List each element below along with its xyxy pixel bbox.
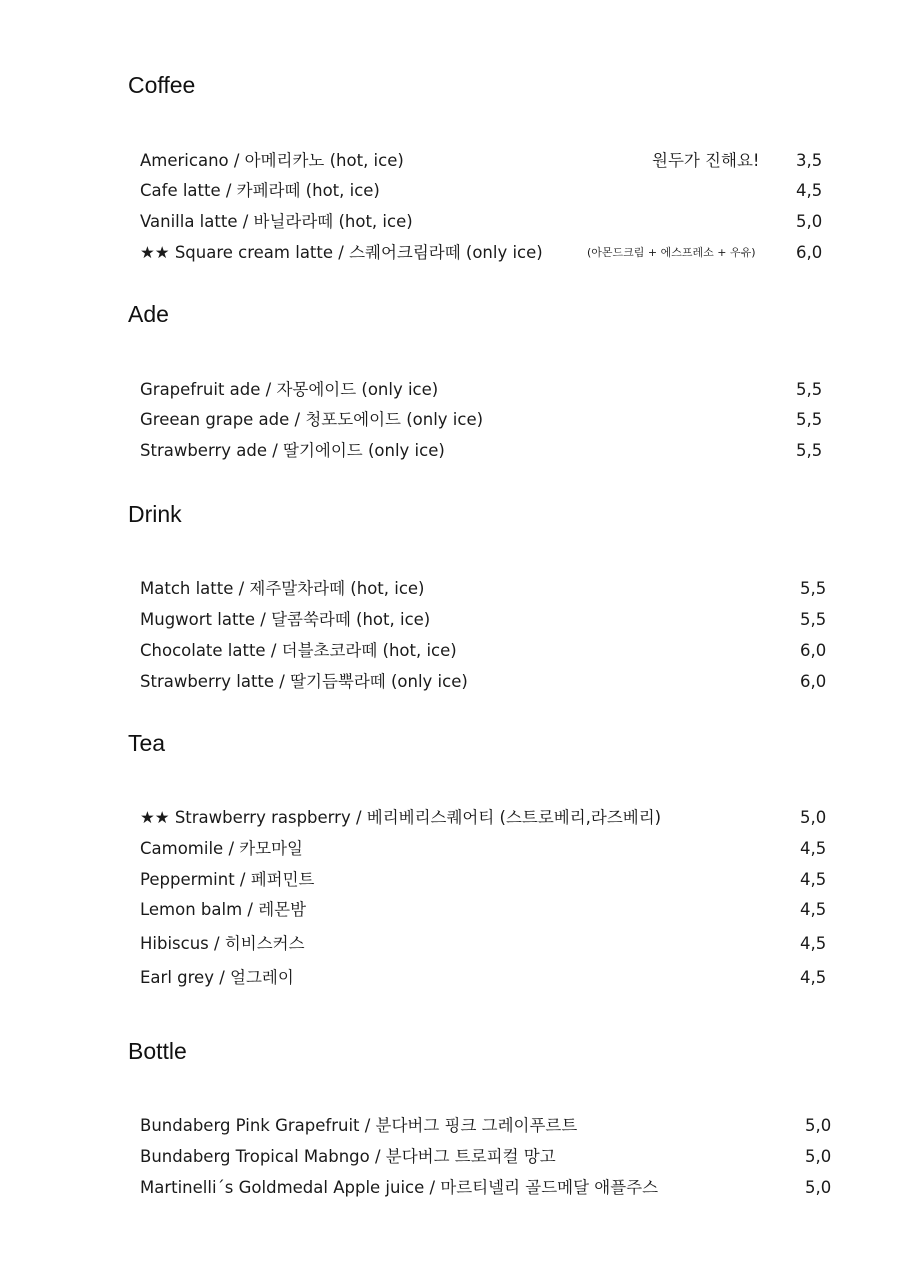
menu-item (140, 898, 840, 922)
item-price: 5,5 (796, 410, 823, 429)
item-price: 5,0 (805, 1178, 832, 1197)
item-name: Cafe latte / 카페라떼 (hot, ice) (140, 181, 380, 200)
item-price: 6,0 (796, 243, 823, 262)
menu-item (140, 1145, 840, 1169)
menu-item (140, 179, 840, 203)
item-price: 5,5 (800, 610, 827, 629)
menu-item (140, 241, 840, 265)
item-price: 3,5 (796, 151, 823, 170)
item-price: 4,5 (800, 934, 827, 953)
item-name: Hibiscus / 히비스커스 (140, 934, 305, 953)
menu-item (140, 639, 840, 663)
menu-item (140, 149, 840, 173)
item-price: 5,5 (796, 380, 823, 399)
item-price: 5,5 (800, 579, 827, 598)
item-name: ★★ Strawberry raspberry / 베리베리스퀘어티 (스트로베리,라즈베리) (140, 808, 662, 827)
item-name: Martinelli´s Goldmedal Apple juice / 마르티넬리 골드메달 애플주스 (140, 1178, 659, 1197)
item-name: Mugwort latte / 달콤쑥라떼 (hot, ice) (140, 610, 431, 629)
item-name: Grapefruit ade / 자몽에이드 (only ice) (140, 380, 439, 399)
item-note: 원두가 진해요! (652, 151, 760, 170)
menu-item (140, 1114, 840, 1138)
item-name: Chocolate latte / 더블초코라떼 (hot, ice) (140, 641, 457, 660)
item-price: 4,5 (800, 870, 827, 889)
menu-item (140, 932, 840, 956)
menu-item (140, 210, 840, 234)
item-price: 5,5 (796, 441, 823, 460)
item-note: (아몬드크림 + 에스프레소 + 우유) (587, 246, 756, 259)
item-name: Lemon balm / 레몬밤 (140, 900, 307, 919)
item-name: Earl grey / 얼그레이 (140, 968, 294, 987)
menu-item (140, 439, 840, 463)
item-name: Strawberry ade / 딸기에이드 (only ice) (140, 441, 445, 460)
section-title-ade: Ade (128, 301, 169, 327)
menu-item (140, 608, 840, 632)
item-price: 4,5 (796, 181, 823, 200)
section-title-drink: Drink (128, 501, 182, 527)
menu-item (140, 837, 840, 861)
item-name: Vanilla latte / 바닐라라떼 (hot, ice) (140, 212, 413, 231)
menu-item (140, 378, 840, 402)
item-price: 5,0 (796, 212, 823, 231)
item-name: Strawberry latte / 딸기듬뿍라떼 (only ice) (140, 672, 468, 691)
item-price: 4,5 (800, 839, 827, 858)
menu-item (140, 408, 840, 432)
item-name: Bundaberg Pink Grapefruit / 분다버그 핑크 그레이푸르트 (140, 1116, 578, 1135)
item-name: Americano / 아메리카노 (hot, ice) (140, 151, 404, 170)
item-price: 4,5 (800, 900, 827, 919)
item-name: Camomile / 카모마일 (140, 839, 303, 858)
section-title-bottle: Bottle (128, 1038, 187, 1064)
item-price: 4,5 (800, 968, 827, 987)
menu-item (140, 806, 840, 830)
item-price: 5,0 (805, 1147, 832, 1166)
item-price: 5,0 (800, 808, 827, 827)
menu-item (140, 1176, 840, 1200)
item-name: Match latte / 제주말차라떼 (hot, ice) (140, 579, 425, 598)
item-name: Greean grape ade / 청포도에이드 (only ice) (140, 410, 484, 429)
item-price: 6,0 (800, 641, 827, 660)
item-name: Peppermint / 페퍼민트 (140, 870, 315, 889)
menu-item (140, 577, 840, 601)
item-name: ★★ Square cream latte / 스퀘어크림라떼 (only ice) (140, 243, 543, 262)
item-price: 5,0 (805, 1116, 832, 1135)
section-title-coffee: Coffee (128, 72, 196, 98)
menu-item (140, 966, 840, 990)
item-name: Bundaberg Tropical Mabngo / 분다버그 트로피컬 망고 (140, 1147, 556, 1166)
menu-item (140, 670, 840, 694)
section-title-tea: Tea (128, 730, 166, 756)
menu-item (140, 868, 840, 892)
item-price: 6,0 (800, 672, 827, 691)
